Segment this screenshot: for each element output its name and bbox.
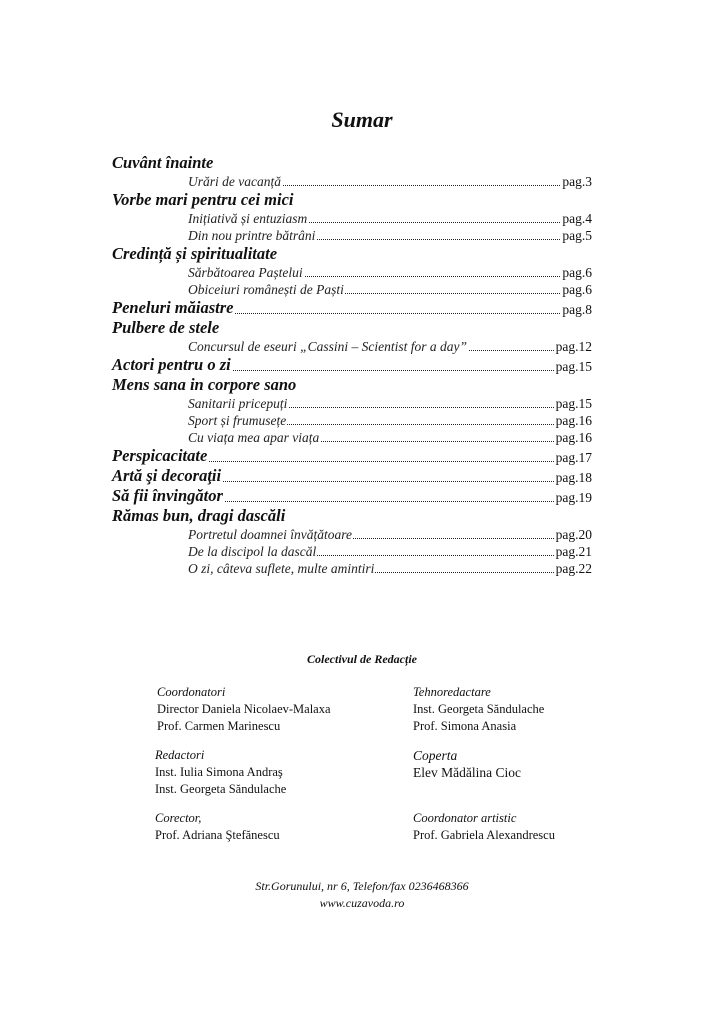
editorial-name: Prof. Adriana Ştefănescu <box>155 828 280 842</box>
toc-section[interactable] <box>112 375 592 395</box>
toc-label: Obiceiuri românești de Paști <box>188 282 344 297</box>
toc-entry[interactable] <box>112 173 592 190</box>
toc-label: Vorbe mari pentru cei mici <box>112 190 294 209</box>
toc-label: Sanitarii pricepuți <box>188 396 288 411</box>
toc-section[interactable] <box>112 506 592 526</box>
editorial-name: Inst. Georgeta Săndulache <box>413 702 545 716</box>
editorial-name: Elev Mădălina Cioc <box>413 765 521 780</box>
toc-page-number: pag.21 <box>555 544 592 559</box>
toc-page-number: pag.22 <box>555 561 592 576</box>
footer-website[interactable]: www.cuzavoda.ro <box>319 896 405 910</box>
editorial-block-coordinators <box>157 684 331 735</box>
toc-page-number: pag.19 <box>555 488 592 508</box>
toc-page-number: pag.12 <box>555 339 592 354</box>
editorial-role: Tehnoredactare <box>413 685 491 699</box>
toc-entry[interactable] <box>112 281 592 298</box>
editorial-role: Coperta <box>413 748 458 763</box>
editorial-name: Inst. Georgeta Săndulache <box>155 782 287 796</box>
toc-entry[interactable] <box>112 210 592 227</box>
toc-label: Sport și frumusețe <box>188 413 287 428</box>
toc-section[interactable] <box>112 298 592 318</box>
toc-page-number: pag.5 <box>562 228 592 243</box>
toc-label: Credință și spiritualitate <box>112 244 278 263</box>
toc-page-number: pag.17 <box>555 448 592 468</box>
toc-label: Mens sana in corpore sano <box>112 375 297 394</box>
toc-label: Să fii învingător <box>112 486 223 505</box>
toc-label: Peneluri măiastre <box>112 298 234 317</box>
toc-label: Urări de vacanță <box>188 174 281 189</box>
toc-page-number: pag.8 <box>561 300 592 320</box>
toc-label: Artă şi decoraţii <box>112 466 222 485</box>
toc-page-number: pag.15 <box>555 396 592 411</box>
toc-label: Cuvânt înainte <box>112 153 214 172</box>
toc-label: Rămas bun, dragi dascăli <box>112 506 286 525</box>
toc-entry[interactable] <box>112 338 592 355</box>
editorial-title: Colectivul de Redacție <box>307 652 417 666</box>
toc-label: Din nou printre bătrâni <box>188 228 316 243</box>
toc-entry[interactable] <box>112 227 592 244</box>
toc-label: De la discipol la dascăl <box>188 544 317 559</box>
toc-label: Sărbătoarea Paștelui <box>188 265 303 280</box>
toc-label: Perspicacitate <box>112 446 208 465</box>
editorial-name: Prof. Carmen Marinescu <box>157 719 281 733</box>
toc-section[interactable] <box>112 486 592 506</box>
editorial-block-cover <box>413 747 521 781</box>
editorial-team <box>0 652 724 667</box>
toc-entry[interactable] <box>112 264 592 281</box>
toc-section[interactable] <box>112 446 592 466</box>
toc-section[interactable] <box>112 355 592 375</box>
toc-label: Pulbere de stele <box>112 318 220 337</box>
toc-page-number: pag.6 <box>562 282 592 297</box>
toc-label: O zi, câteva suflete, multe amintiri <box>188 561 375 576</box>
editorial-role: Coordonator artistic <box>413 811 517 825</box>
toc-page-number: pag.20 <box>555 527 592 542</box>
toc-page-number: pag.15 <box>555 357 592 377</box>
page-title: Sumar <box>331 107 393 132</box>
editorial-role: Coordonatori <box>157 685 226 699</box>
toc-entry[interactable] <box>112 429 592 446</box>
editorial-name: Prof. Simona Anasia <box>413 719 517 733</box>
toc-section[interactable] <box>112 318 592 338</box>
editorial-block-editors <box>155 747 286 798</box>
toc-label: Actori pentru o zi <box>112 355 231 374</box>
toc-entry[interactable] <box>112 543 592 560</box>
toc-page-number: pag.16 <box>555 430 592 445</box>
toc-page-number: pag.6 <box>562 265 592 280</box>
toc-section[interactable] <box>112 153 592 173</box>
editorial-block-proofreader <box>155 810 280 844</box>
table-of-contents <box>112 153 592 577</box>
editorial-block-art-coordinator <box>413 810 555 844</box>
editorial-role: Redactori <box>155 748 205 762</box>
toc-section[interactable] <box>112 466 592 486</box>
footer-address: Str.Gorunului, nr 6, Telefon/fax 0236468366 <box>255 879 469 893</box>
editorial-block-typesetting <box>413 684 544 735</box>
toc-label: Portretul doamnei învățătoare <box>188 527 352 542</box>
editorial-name: Prof. Gabriela Alexandrescu <box>413 828 555 842</box>
toc-entry[interactable] <box>112 412 592 429</box>
footer <box>0 878 724 912</box>
toc-label: Concursul de eseuri „Cassini – Scientist for a day” <box>188 339 468 354</box>
editorial-name: Inst. Iulia Simona Andraş <box>155 765 283 779</box>
toc-section[interactable] <box>112 244 592 264</box>
editorial-name: Director Daniela Nicolaev-Malaxa <box>157 702 331 716</box>
toc-section[interactable] <box>112 190 592 210</box>
toc-entry[interactable] <box>112 395 592 412</box>
toc-label: Inițiativă și entuziasm <box>188 211 308 226</box>
toc-page-number: pag.3 <box>562 174 592 189</box>
toc-entry[interactable] <box>112 526 592 543</box>
editorial-role: Corector, <box>155 811 202 825</box>
toc-page-number: pag.4 <box>562 211 592 226</box>
toc-page-number: pag.18 <box>555 468 592 488</box>
toc-entry[interactable] <box>112 560 592 577</box>
toc-page-number: pag.16 <box>555 413 592 428</box>
toc-label: Cu viața mea apar viața <box>188 430 320 445</box>
